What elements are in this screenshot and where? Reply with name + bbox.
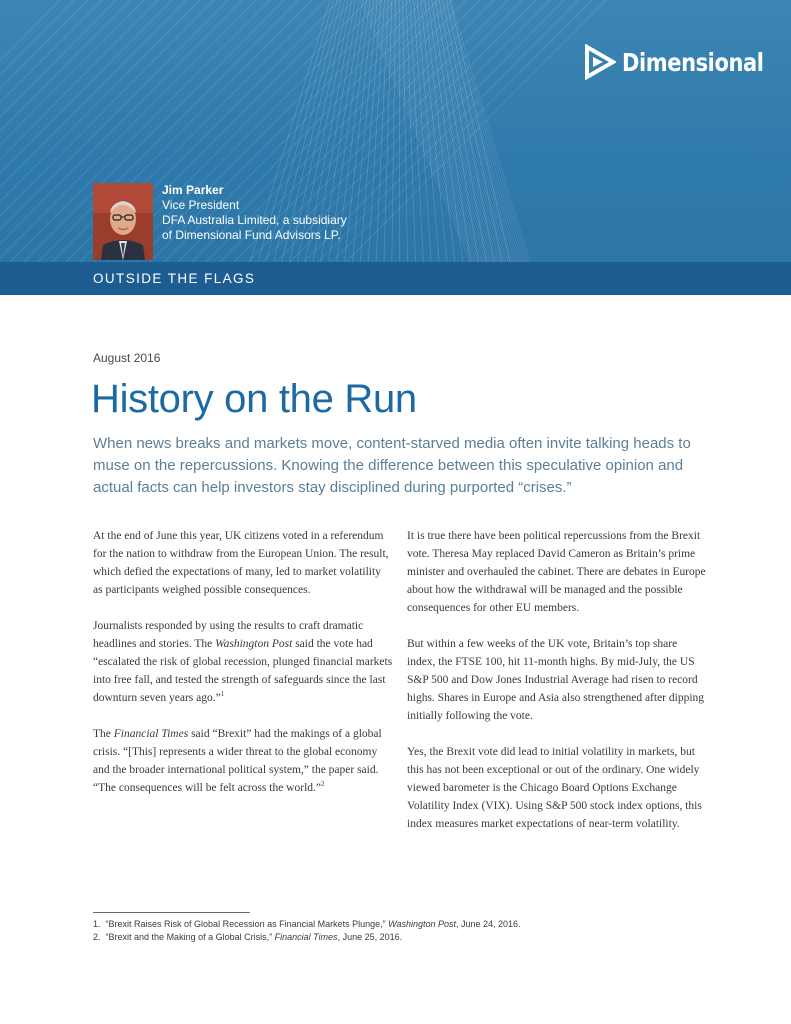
publication-name: Financial Times <box>274 932 338 942</box>
author-photo <box>93 183 153 260</box>
hero-line <box>446 0 502 262</box>
footnote-ref[interactable]: 2 <box>321 780 325 789</box>
hero-line <box>410 0 423 262</box>
right-column <box>407 527 707 833</box>
author-role: Vice President <box>162 198 240 212</box>
right-paragraph-2: But within a few weeks of the UK vote, Britain’s top share index, the FTSE 100, hit 11-month highs. By mid-July, the US S&P 500 and Dow Jones Industrial Average had risen to record highs. Shares in Europe and Asia also strengthened after dipping initially following the vote. <box>407 638 705 722</box>
text-run: said the vote had “escalated the risk of global recession, plunged financial markets into free fall, and tested the strength of safeguards since the last downturn seven years ago.” <box>93 638 393 704</box>
series-band <box>0 262 791 295</box>
article-title: History on the Run <box>91 377 417 421</box>
left-paragraph-2 <box>93 617 393 707</box>
author-name: Jim Parker <box>162 183 224 197</box>
footnote-divider <box>93 912 250 913</box>
footnote-ref[interactable]: 1 <box>220 690 225 699</box>
footnotes <box>93 918 521 944</box>
hero-line <box>363 0 472 262</box>
hero-line <box>421 0 447 262</box>
text-run: Journalists responded by using the results to craft dramatic headlines and stories. The <box>93 620 364 650</box>
publication-name: Washington Post <box>388 919 457 929</box>
hero-line <box>374 0 479 262</box>
hero-line <box>412 0 505 262</box>
hero-line <box>371 0 477 262</box>
hero-line <box>0 0 102 262</box>
text-run: The <box>93 728 114 740</box>
text-run: said “Brexit” had the makings of a global crisis. “[This] represents a wider threat to the global economy and the broader international political system,” the paper said. “The consequences will be felt across the world.” <box>93 728 382 794</box>
right-paragraph-1: It is true there have been political repercussions from the Brexit vote. Theresa May replaced David Cameron as Britain’s prime minister and overhauled the cabinet. There are debates in Europe about how the withdrawal will be managed and the possible consequences for other EU members. <box>407 530 706 614</box>
header-hero <box>0 0 791 262</box>
footnote-date: , June 25, 2016. <box>337 932 403 942</box>
footnote-2 <box>93 931 521 944</box>
footnote-text: “Brexit and the Making of a Global Crisis,” <box>105 932 275 942</box>
right-paragraph-3: Yes, the Brexit vote did lead to initial volatility in markets, but this has not been exceptional or out of the ordinary. One widely viewed barometer is the Chicago Board Options Exchange Volatility Index (VIX). Using S&P 500 stock index options, this index measures market expectations of near-term volatility. <box>407 746 702 830</box>
left-paragraph-3 <box>93 725 393 797</box>
left-column <box>93 527 393 797</box>
footnote-date: , June 24, 2016. <box>456 919 521 929</box>
article-date: August 2016 <box>93 351 161 365</box>
series-title: OUTSIDE THE FLAGS <box>93 271 256 286</box>
hero-line <box>406 0 415 262</box>
hero-line <box>0 0 88 262</box>
author-org-line1: DFA Australia Limited, a subsidiary <box>162 213 347 227</box>
hero-line <box>409 0 503 262</box>
author-info <box>162 183 347 243</box>
author-org-line2: of Dimensional Fund Advisors LP. <box>162 228 341 242</box>
hero-line <box>439 0 486 262</box>
publication-name: Washington Post <box>215 638 293 650</box>
footnote-number: 2. <box>93 932 101 942</box>
logo-wordmark: Dimensional <box>622 47 764 77</box>
footnote-1 <box>93 918 521 931</box>
left-paragraph-1: At the end of June this year, UK citizens voted in a referendum for the nation to withdraw from the European Union. The result, which defied the expectations of many, led to market volatility as participants weighed possible consequences. <box>93 530 389 596</box>
publication-name: Financial Times <box>113 728 189 740</box>
footnote-number: 1. <box>93 919 101 929</box>
author-portrait-icon <box>93 183 153 260</box>
hero-line <box>450 0 510 262</box>
article-subtitle: When news breaks and markets move, content-starved media often invite talking heads to muse on the repercussions. Knowing the difference between this speculative opinion and actual facts can help investors stay disciplined during purported “crises.” <box>93 435 691 496</box>
hero-line <box>345 0 374 262</box>
hero-line <box>0 0 60 262</box>
hero-line <box>425 0 513 262</box>
footnote-text: “Brexit Raises Risk of Global Recession as Financial Markets Plunge,” <box>105 919 389 929</box>
dimensional-logo-icon <box>584 44 616 80</box>
dimensional-logo[interactable] <box>584 44 791 80</box>
